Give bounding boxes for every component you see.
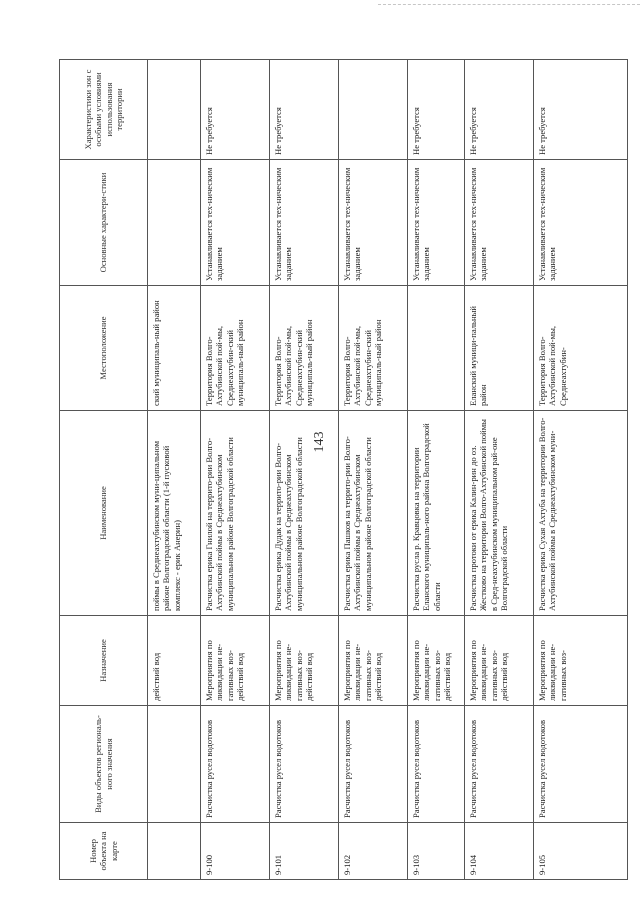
header-kind: Виды объектов региональ-ного значения [60,706,148,823]
cell-kind: Расчистка русел водотоков [339,706,408,823]
cell-name: Расчистка ерика Гнилой на террито-рии Волго-Ахтубинской поймы в Среднеахтубинском муниципальном районе Волгоградской области [201,411,270,616]
cell-num: 9-104 [465,823,534,880]
cell-num: 9-103 [408,823,465,880]
cell-purpose: Мероприятия по ликвидации не-гативных воз-действий вод [201,616,270,706]
cell-main: Устанавливается тех-ническим заданием [408,160,465,286]
cell-name: Расчистка ерика Дудак на террито-рии Волго-Ахтубинской поймы в Среднеахтубинском муниципальном районе Волгоградской области [270,411,339,616]
cell-location: Территория Волго-Ахтубинской пой-мы, Среднеахтубин- [534,286,628,411]
cell-name: поймы в Среднеахтубинском муни-ципальном районе Волгоградской области (1-й пусковой комплекс - ерик Анерин) [148,411,201,616]
cell-kind: Расчистка русел водотоков [201,706,270,823]
cell-num: 9-105 [534,823,628,880]
cell-name: Расчистка ерика Сухая Ахтуба на территории Волго-Ахтубинской поймы в Среднеахтубинском муни- [534,411,628,616]
cell-main: Устанавливается тех-ническим заданием [534,160,628,286]
cell-zones: Не требуется [534,60,628,160]
cell-name: Расчистка ерика Пашков на террито-рии Волго-Ахтубинской поймы в Среднеахтубинском муниципальном районе Волгоградской области [339,411,408,616]
cell-main: Устанавливается тех-ническим заданием [465,160,534,286]
cell-location: ский муниципаль-ный район [148,286,201,411]
cell-num [148,823,201,880]
cell-kind: Расчистка русел водотоков [534,706,628,823]
table-header-row [60,60,148,880]
cell-purpose: Мероприятия по ликвидации не-гативных воз-действий вод [465,616,534,706]
cell-num: 9-100 [201,823,270,880]
table-row [148,60,201,880]
cell-location: Территория Волго-Ахтубинской пой-мы, Среднеахтубин-ский муниципаль-ный район [201,286,270,411]
header-main-characteristics: Основные характери-стики [60,160,148,286]
cell-zones: Не требуется [408,60,465,160]
table-row [465,60,534,880]
table-row [201,60,270,880]
table-row [408,60,465,880]
header-zones: Характеристики зон с особыми условиями использования территории [60,60,148,160]
cell-location: Территория Волго-Ахтубинской пой-мы, Среднеахтубин-ский муниципаль-ный район [270,286,339,411]
cell-main [148,160,201,286]
cell-purpose: Мероприятия по ликвидации не-гативных воз-действий вод [408,616,465,706]
objects-table [59,59,628,880]
cell-zones [339,60,408,160]
rotated-table-container [59,60,627,880]
cell-kind: Расчистка русел водотоков [465,706,534,823]
header-num: Номер объекта на карте [60,823,148,880]
cell-purpose: Мероприятия по ликвидации не-гативных воз- [534,616,628,706]
cell-purpose: Мероприятия по ликвидации не-гативных воз-действий вод [270,616,339,706]
cell-kind [148,706,201,823]
table-row [270,60,339,880]
cell-zones: Не требуется [465,60,534,160]
header-name: Наименование [60,411,148,616]
cell-location: Еланский муници-пальный район [465,286,534,411]
cell-name: Расчистка протоки от ерика Калин-рин до оз. Жестково на территории Волго-Ахтубинской поймы в Сред-неахтубинском муниципальном рай-оне Волгоградской области [465,411,534,616]
cell-main: Устанавливается тех-ническим заданием [339,160,408,286]
cell-kind: Расчистка русел водотоков [270,706,339,823]
cell-zones: Не требуется [201,60,270,160]
cell-purpose: Мероприятия по ликвидации не-гативных воз-действий вод [339,616,408,706]
cell-zones [148,60,201,160]
cell-zones: Не требуется [270,60,339,160]
header-purpose: Назначение [60,616,148,706]
cell-num: 9-102 [339,823,408,880]
header-location: Местоположение [60,286,148,411]
cell-main: Устанавливается тех-ническим заданием [201,160,270,286]
cell-purpose: действий вод [148,616,201,706]
cell-num: 9-101 [270,823,339,880]
table-row [534,60,628,880]
cell-main: Устанавливается тех-ническим заданием [270,160,339,286]
cell-location: Территория Волго-Ахтубинской пой-мы, Среднеахтубин-ский муниципаль-ный район [339,286,408,411]
cell-location [408,286,465,411]
page-number: 143 [312,431,327,453]
top-rule [378,4,640,6]
cell-name: Расчистка русла р. Кравцовка на территории Еланского муниципаль-ного района Волгоградской области [408,411,465,616]
table-row [339,60,408,880]
cell-kind: Расчистка русел водотоков [408,706,465,823]
